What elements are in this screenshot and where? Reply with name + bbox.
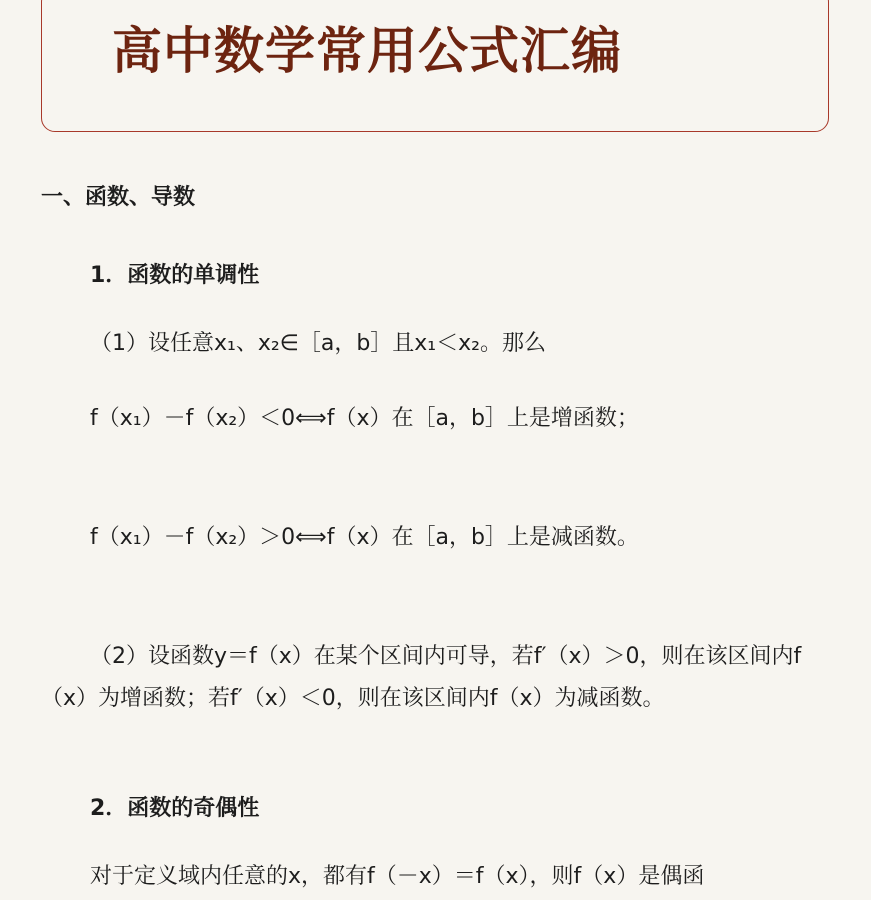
formula-increasing: f（x₁）－f（x₂）＜0⟺f（x）在［a，b］上是增函数；	[90, 406, 639, 431]
subsection-heading-parity: 2．函数的奇偶性	[90, 796, 260, 821]
formula-decreasing: f（x₁）－f（x₂）＞0⟺f（x）在［a，b］上是减函数。	[90, 525, 639, 550]
paragraph-parity: 对于定义域内任意的x，都有f（－x）＝f（x），则f（x）是偶函	[90, 864, 705, 889]
section-heading: 一、函数、导数	[41, 185, 196, 210]
paragraph-derivative: （2）设函数y＝f（x）在某个区间内可导，若f′（x）＞0，则在该区间内f（x）为增函数；若f′（x）＜0，则在该区间内f（x）为减函数。	[41, 644, 802, 711]
document-title: 高中数学常用公式汇编	[112, 22, 622, 80]
paragraph-condition: （1）设任意x₁、x₂∈［a，b］且x₁＜x₂。那么	[90, 331, 546, 356]
subsection-heading-monotonicity: 1．函数的单调性	[90, 263, 260, 288]
